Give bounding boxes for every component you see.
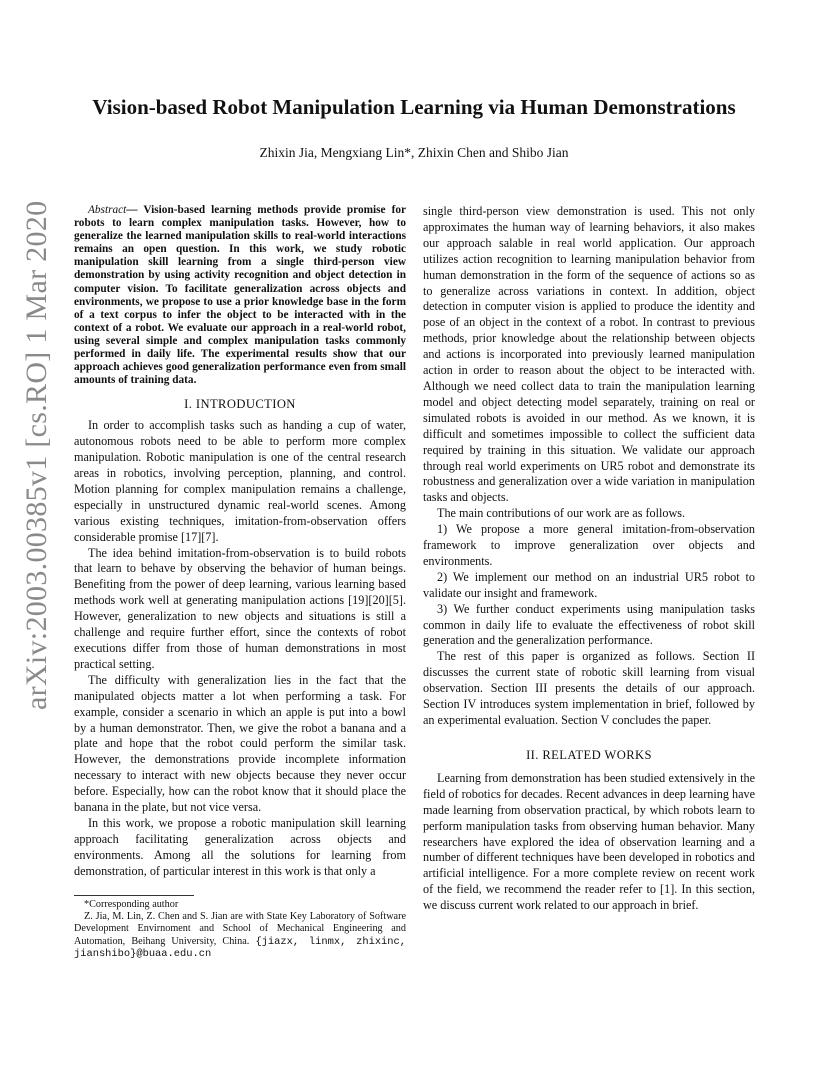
left-column <box>74 204 406 961</box>
section-heading-introduction: I. INTRODUCTION <box>184 397 296 412</box>
intro-paragraph: single third-person view demonstration is used. This not only approximates the human way of learning behaviors, it also makes our approach salable in real world application. Our approach utilizes action recognition to learning manipulation behavior from human demonstration in the form of the sequence of actions so as to generalize across variations in context. In addition, object detection in computer vision is applied to produce the identity and pose of an object in the context of a robot. In contrast to previous methods, prior knowledge about the relationship between objects and actions is incorporated into previously learned manipulation action in order to reason about the object to be interacted with. Although we need collect data to train the manipulation learning model and object detecting model separately, training on real or simulated robots is avoided in our method. As we known, it is difficult and sometimes impossible to collect the sufficient data required by training in this situation. We validate our approach through real world experiments on UR5 robot and demonstrate its robustness and generalization over a wide variation in manipulation tasks and objects. <box>423 204 755 505</box>
intro-paragraph: The main contributions of our work are as follows. <box>437 506 686 521</box>
intro-paragraph: In order to accomplish tasks such as handing a cup of water, autonomous robots need to be able to perform more complex manipulation. Robotic manipulation is one of the central research areas in robotics, involving perception, planning, and control. Motion planning for complex manipulation remains a challenge, especially in unstructured dynamic real-world scenes. Among various existing techniques, imitation-from-observation offers considerable promise [17][7]. <box>74 418 406 544</box>
abstract-dash: — <box>126 204 144 216</box>
intro-paragraph: The rest of this paper is organized as follows. Section II discusses the current state of robotic skill learning from visual observation. Section III presents the details of our approach. Section IV introduces system implementation in brief, followed by an experimental evaluation. Section V concludes the paper. <box>423 649 755 727</box>
footnote-emails: {jiazx, linmx, zhixinc, jianshibo}@buaa.edu.cn <box>74 935 406 961</box>
abstract <box>74 204 406 387</box>
intro-paragraph: In this work, we propose a robotic manipulation skill learning approach facilitating generalization across objects and environments. Among all the solutions for learning from demonstration, of particular interest in this work is that only a <box>74 815 406 878</box>
abstract-body: Vision-based learning methods provide promise for robots to learn complex manipulation tasks. However, how to generalize the learned manipulation skills to real-world interactions remains an open question. In this work, we study robotic manipulation skill learning from a single third-person view demonstration by using activity recognition and object detection in computer vision. To facilitate generalization across objects and environments, we propose to use a prior knowledge base in the form of a text corpus to infer the object to be interacted with in the context of a robot. We evaluate our approach in a real-world robot, using several simple and complex manipulation tasks commonly performed in daily life. The experimental results show that our approach achieves good generalization performance even from small amounts of training data. <box>74 204 406 387</box>
footnote-affiliation-text: Z. Jia, M. Lin, Z. Chen and S. Jian are with State Key Laboratory of Software Development Envirnoment and School of Mechanical Engineering and Automation, Beihang University, China. <box>74 911 406 947</box>
footnote-affiliation <box>74 911 406 961</box>
contribution-item: 1) We propose a more general imitation-from-observation framework to improve generalization over objects and environments. <box>423 522 755 568</box>
right-column <box>423 204 755 914</box>
contribution-item: 3) We further conduct experiments using manipulation tasks common in daily life to evaluate the effectiveness of robot skill generation and the generalization performance. <box>423 601 755 648</box>
footnote-corresponding: *Corresponding author <box>84 898 179 910</box>
contribution-item: 2) We implement our method on an industrial UR5 robot to validate our insight and framework. <box>423 569 755 600</box>
abstract-lead: Abstract <box>88 204 127 216</box>
related-works-paragraph: Learning from demonstration has been studied extensively in the field of robotics for decades. Recent advances in deep learning have made learning from observation practical, by which robots learn to perform manipulation tasks from observing human behavior. Many researchers have explored the idea of observation learning and a number of different techniques have been developed in robotics and artificial intelligence. For a more complete review on recent work of the field, we recommend the reader refer to [1]. In this section, we discuss current work related to our approach in brief. <box>423 770 755 913</box>
footnote-divider <box>74 895 194 896</box>
paper-title: Vision-based Robot Manipulation Learning via Human Demonstrations <box>92 95 736 119</box>
author-list: Zhixin Jia, Mengxiang Lin*, Zhixin Chen and Shibo Jian <box>259 145 569 160</box>
intro-paragraph: The idea behind imitation-from-observation is to build robots that learn to behave by observing the behavior of human beings. Benefiting from the power of deep learning, various learning based methods work well at generating manipulation actions [19][20][5]. However, generalization to new objects and situations is still a challenge and require further effort, since the contexts of robot executions differ from those of human demonstrations in most practical setting. <box>74 545 406 671</box>
section-heading-related-works: II. RELATED WORKS <box>526 747 652 762</box>
intro-paragraph: The difficulty with generalization lies in the fact that the manipulated objects matter a lot when performing a task. For example, consider a scenario in which an apple is put into a bowl by a human demonstrator. Then, we give the robot a banana and a plate and hope that the robot could perform the similar task. However, the demonstrations provide incomplete information necessary to interact with new objects because they never occur before. Especially, how can the robot know that it should place the banana in the plate, but not vice versa. <box>74 672 406 815</box>
arxiv-identifier: arXiv:2003.00385v1 [cs.RO] 1 Mar 2020 <box>20 200 53 710</box>
